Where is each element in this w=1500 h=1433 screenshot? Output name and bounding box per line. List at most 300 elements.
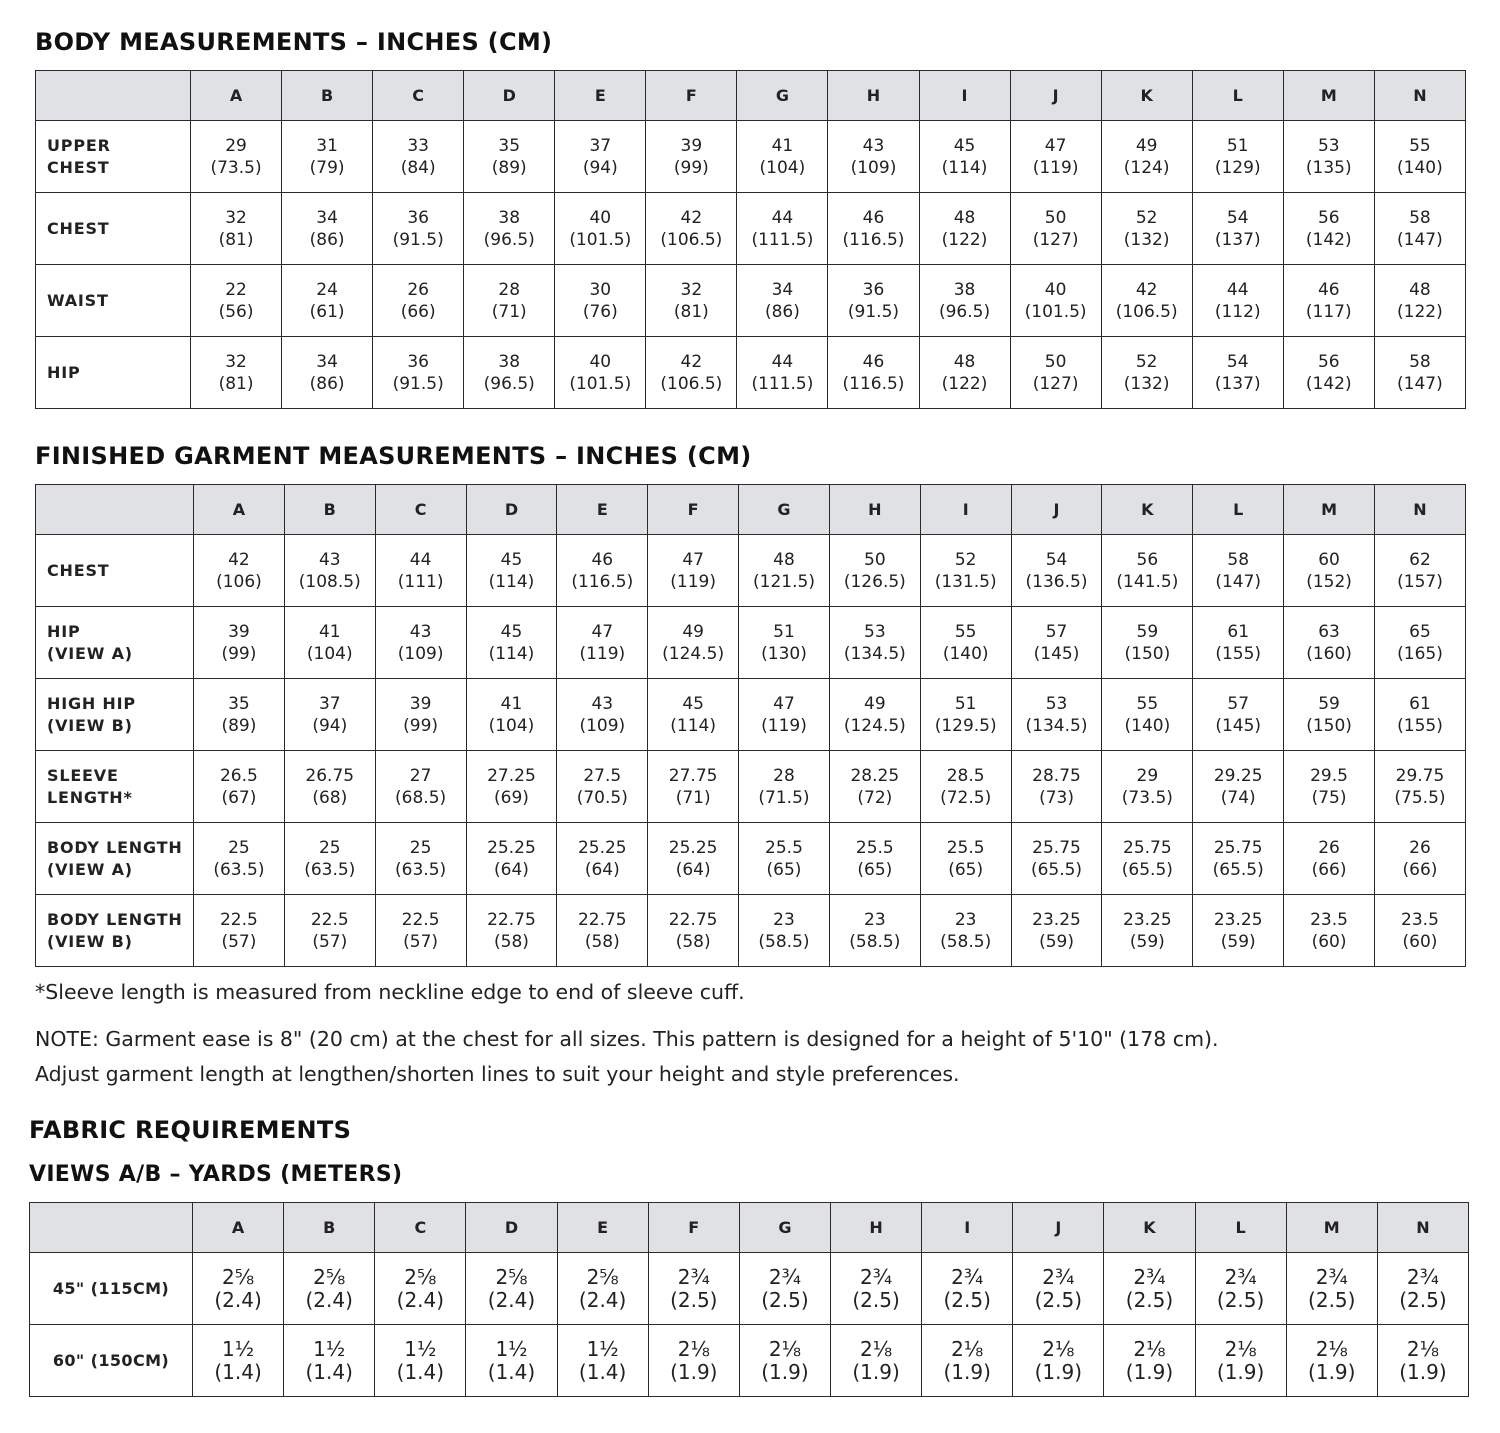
value-cell	[1284, 679, 1375, 751]
value-imperial: 36	[407, 207, 429, 228]
value-metric: (71)	[491, 301, 527, 322]
value-metric: (63.5)	[304, 859, 356, 880]
value-cell	[466, 679, 557, 751]
value-metric: (2.5)	[852, 1287, 900, 1312]
size-header-c: C	[375, 1203, 466, 1253]
row-label-line: BODY LENGTH	[47, 837, 183, 857]
value-metric: (101.5)	[569, 229, 632, 250]
value-cell	[464, 265, 555, 337]
value-metric: (96.5)	[938, 301, 991, 322]
size-header-i: I	[922, 1203, 1013, 1253]
value-metric: (111)	[397, 571, 444, 592]
size-header-a: A	[191, 71, 282, 121]
value-imperial: 54	[1226, 207, 1249, 228]
value-imperial: 36	[862, 279, 885, 300]
value-metric: (142)	[1305, 373, 1352, 394]
value-metric: (58)	[675, 931, 711, 952]
value-cell	[194, 895, 285, 967]
value-imperial: 25.25	[668, 837, 718, 858]
value-cell	[737, 265, 828, 337]
value-metric: (147)	[1215, 571, 1262, 592]
value-cell	[1374, 679, 1465, 751]
row-label-line: CHEST	[47, 157, 110, 177]
value-metric: (94)	[312, 715, 348, 736]
row-label-line: HIGH HIP	[47, 693, 136, 713]
value-metric: (72)	[857, 787, 893, 808]
corner-cell	[36, 485, 194, 535]
value-imperial: 28	[773, 765, 795, 786]
value-metric: (1.9)	[943, 1359, 991, 1384]
value-imperial: 22.75	[668, 909, 718, 930]
value-metric: (108.5)	[298, 571, 361, 592]
value-cell	[557, 823, 648, 895]
value-metric: (116.5)	[842, 373, 905, 394]
value-cell	[737, 337, 828, 409]
value-metric: (137)	[1214, 373, 1261, 394]
value-metric: (1.9)	[852, 1359, 900, 1384]
value-metric: (68)	[312, 787, 348, 808]
value-cell	[464, 337, 555, 409]
value-cell	[1193, 607, 1284, 679]
size-header-g: G	[739, 1203, 830, 1253]
value-imperial: 2⅝	[495, 1264, 528, 1289]
value-metric: (59)	[1220, 931, 1256, 952]
row-label	[36, 751, 194, 823]
value-metric: (155)	[1215, 643, 1262, 664]
value-cell	[466, 535, 557, 607]
value-cell	[1374, 895, 1465, 967]
value-cell	[648, 607, 739, 679]
value-cell	[648, 1325, 739, 1397]
row-label-line: WAIST	[47, 290, 109, 310]
value-cell	[1010, 121, 1101, 193]
value-metric: (121.5)	[753, 571, 815, 592]
value-imperial: 38	[953, 279, 976, 300]
size-header-i: I	[919, 71, 1010, 121]
value-metric: (122)	[941, 373, 988, 394]
value-cell	[919, 265, 1010, 337]
size-header-d: D	[466, 1203, 557, 1253]
row-label	[36, 193, 191, 265]
value-cell	[191, 265, 282, 337]
value-cell	[1104, 1253, 1195, 1325]
value-imperial: 52	[1135, 351, 1158, 372]
value-metric: (2.4)	[305, 1287, 353, 1312]
size-header-m: M	[1284, 485, 1375, 535]
size-header-j: J	[1013, 1203, 1104, 1253]
value-metric: (1.9)	[761, 1359, 809, 1384]
value-metric: (147)	[1397, 229, 1443, 250]
value-metric: (73.5)	[210, 157, 262, 178]
measurement-row	[30, 1325, 1469, 1397]
value-metric: (56)	[218, 301, 254, 322]
value-cell	[464, 121, 555, 193]
value-cell	[920, 679, 1011, 751]
value-metric: (155)	[1397, 715, 1443, 736]
value-cell	[1284, 823, 1375, 895]
value-metric: (65)	[766, 859, 802, 880]
value-metric: (2.5)	[761, 1287, 809, 1312]
value-imperial: 23.25	[1123, 909, 1172, 930]
value-imperial: 25.25	[577, 837, 627, 858]
value-imperial: 48	[773, 549, 795, 570]
value-cell	[1011, 607, 1102, 679]
value-cell	[1011, 895, 1102, 967]
sleeve-length-footnote: *Sleeve length is measured from neckline edge to end of sleeve cuff.	[35, 980, 745, 1004]
value-cell	[557, 535, 648, 607]
value-cell	[739, 1253, 830, 1325]
value-imperial: 58	[1227, 549, 1250, 570]
value-cell	[737, 193, 828, 265]
value-cell	[1283, 337, 1374, 409]
value-cell	[375, 535, 466, 607]
value-cell	[1013, 1325, 1104, 1397]
measurement-row	[36, 193, 1466, 265]
size-header-g: G	[739, 485, 830, 535]
value-imperial: 2¾	[768, 1264, 801, 1289]
value-cell	[920, 823, 1011, 895]
value-metric: (122)	[1397, 301, 1443, 322]
value-metric: (129.5)	[934, 715, 997, 736]
value-metric: (63.5)	[395, 859, 447, 880]
row-label	[30, 1325, 193, 1397]
size-header-k: K	[1104, 1203, 1195, 1253]
value-metric: (109)	[579, 715, 626, 736]
size-header-n: N	[1377, 1203, 1468, 1253]
value-imperial: 26	[1318, 837, 1340, 858]
value-cell	[828, 193, 919, 265]
row-label-line: SLEEVE	[47, 765, 119, 785]
value-metric: (57)	[403, 931, 439, 952]
value-metric: (96.5)	[483, 373, 535, 394]
value-imperial: 37	[589, 135, 612, 156]
value-cell	[191, 193, 282, 265]
value-metric: (2.5)	[1308, 1287, 1356, 1312]
ease-note-line-1: NOTE: Garment ease is 8" (20 cm) at the chest for all sizes. This pattern is designed for a height of 5'10" (178 cm).	[35, 1027, 1219, 1051]
value-imperial: 55	[1136, 693, 1159, 714]
value-metric: (2.5)	[1034, 1287, 1083, 1312]
value-imperial: 47	[773, 693, 795, 714]
value-imperial: 26.75	[305, 765, 355, 786]
value-metric: (81)	[218, 373, 254, 394]
value-metric: (101.5)	[569, 373, 632, 394]
value-cell	[1193, 679, 1284, 751]
value-cell	[1284, 607, 1375, 679]
value-metric: (106.5)	[660, 229, 723, 250]
value-cell	[555, 121, 646, 193]
value-imperial: 62	[1409, 549, 1431, 570]
value-cell	[1102, 823, 1193, 895]
value-metric: (141.5)	[1116, 571, 1179, 592]
value-metric: (129)	[1214, 157, 1261, 178]
value-metric: (131.5)	[934, 571, 997, 592]
value-cell	[739, 1325, 830, 1397]
size-header-d: D	[466, 485, 557, 535]
value-cell	[557, 751, 648, 823]
value-imperial: 23	[954, 909, 977, 930]
value-cell	[284, 823, 375, 895]
value-imperial: 22.5	[310, 909, 349, 930]
value-metric: (72.5)	[940, 787, 992, 808]
value-cell	[375, 679, 466, 751]
value-metric: (81)	[673, 301, 709, 322]
value-cell	[1286, 1253, 1377, 1325]
value-cell	[1192, 337, 1283, 409]
value-metric: (84)	[400, 157, 436, 178]
size-header-h: H	[829, 485, 920, 535]
value-cell	[648, 751, 739, 823]
value-imperial: 2⅝	[222, 1264, 255, 1289]
size-header-b: B	[282, 71, 373, 121]
value-cell	[375, 1325, 466, 1397]
value-cell	[829, 607, 920, 679]
value-imperial: 2⅛	[768, 1336, 801, 1361]
value-metric: (65.5)	[1121, 859, 1173, 880]
value-imperial: 47	[1044, 135, 1067, 156]
value-imperial: 2⅝	[586, 1264, 619, 1289]
value-metric: (104)	[488, 715, 535, 736]
value-imperial: 2⅝	[313, 1264, 346, 1289]
value-metric: (147)	[1397, 373, 1443, 394]
value-imperial: 28.5	[946, 765, 985, 786]
value-imperial: 56	[1317, 207, 1340, 228]
row-label-line: LENGTH*	[47, 787, 133, 807]
value-cell	[375, 1253, 466, 1325]
value-imperial: 56	[1136, 549, 1159, 570]
value-imperial: 54	[1226, 351, 1249, 372]
value-metric: (63.5)	[213, 859, 265, 880]
value-cell	[1011, 823, 1102, 895]
value-cell	[919, 337, 1010, 409]
value-metric: (137)	[1214, 229, 1261, 250]
row-label	[30, 1253, 193, 1325]
value-imperial: 52	[1135, 207, 1158, 228]
value-imperial: 39	[680, 135, 703, 156]
value-cell	[1010, 337, 1101, 409]
value-imperial: 39	[228, 621, 250, 642]
value-cell	[920, 607, 1011, 679]
value-imperial: 40	[1044, 279, 1067, 300]
value-metric: (1.9)	[1125, 1359, 1174, 1384]
value-imperial: 49	[682, 621, 704, 642]
value-cell	[1192, 121, 1283, 193]
value-metric: (60)	[1402, 931, 1438, 952]
row-label-line: BODY LENGTH	[47, 909, 183, 929]
value-metric: (122)	[941, 229, 988, 250]
row-label	[36, 679, 194, 751]
value-cell	[194, 679, 285, 751]
value-cell	[373, 265, 464, 337]
value-imperial: 48	[1409, 279, 1431, 300]
value-imperial: 45	[500, 621, 523, 642]
fabric-requirements-title: FABRIC REQUIREMENTS	[29, 1116, 352, 1144]
value-imperial: 40	[589, 351, 612, 372]
value-imperial: 29.5	[1310, 765, 1348, 786]
value-metric: (94)	[582, 157, 618, 178]
value-cell	[1286, 1325, 1377, 1397]
value-imperial: 55	[954, 621, 977, 642]
value-metric: (71.5)	[758, 787, 810, 808]
value-metric: (1.4)	[305, 1359, 353, 1384]
value-metric: (1.9)	[1216, 1359, 1265, 1384]
value-imperial: 36	[407, 351, 429, 372]
value-cell	[1377, 1253, 1468, 1325]
value-cell	[193, 1325, 284, 1397]
size-header-d: D	[464, 71, 555, 121]
value-imperial: 42	[1135, 279, 1158, 300]
value-metric: (2.5)	[1216, 1287, 1265, 1312]
value-imperial: 56	[1317, 351, 1340, 372]
value-cell	[1102, 535, 1193, 607]
value-metric: (75.5)	[1394, 787, 1446, 808]
value-metric: (106.5)	[660, 373, 723, 394]
value-imperial: 58	[1409, 207, 1431, 228]
value-cell	[1195, 1253, 1286, 1325]
value-metric: (57)	[221, 931, 257, 952]
value-cell	[1102, 895, 1193, 967]
size-header-f: F	[648, 1203, 739, 1253]
row-label-line: 60" (150CM)	[52, 1350, 170, 1370]
value-metric: (1.4)	[396, 1359, 445, 1384]
value-imperial: 2⅛	[951, 1336, 984, 1361]
value-metric: (86)	[309, 229, 345, 250]
value-cell	[1011, 751, 1102, 823]
size-header-l: L	[1193, 485, 1284, 535]
value-imperial: 29.25	[1213, 765, 1263, 786]
value-imperial: 22	[225, 279, 247, 300]
value-metric: (109)	[850, 157, 897, 178]
value-imperial: 49	[1135, 135, 1158, 156]
value-metric: (114)	[488, 643, 535, 664]
value-imperial: 22.75	[577, 909, 627, 930]
value-cell	[193, 1253, 284, 1325]
value-cell	[646, 337, 737, 409]
value-cell	[1284, 751, 1375, 823]
value-metric: (165)	[1397, 643, 1443, 664]
value-cell	[373, 337, 464, 409]
value-metric: (99)	[673, 157, 709, 178]
value-metric: (104)	[759, 157, 806, 178]
value-metric: (61)	[309, 301, 345, 322]
value-metric: (117)	[1305, 301, 1352, 322]
value-cell	[737, 121, 828, 193]
value-metric: (73)	[1039, 787, 1074, 808]
value-imperial: 63	[1318, 621, 1340, 642]
value-cell	[555, 193, 646, 265]
value-metric: (76)	[582, 301, 618, 322]
row-label-line: 45" (115CM)	[52, 1278, 170, 1298]
value-imperial: 35	[498, 135, 521, 156]
value-metric: (160)	[1306, 643, 1352, 664]
value-cell	[557, 1325, 648, 1397]
row-label-line: CHEST	[47, 218, 110, 238]
value-cell	[922, 1253, 1013, 1325]
value-cell	[1374, 823, 1465, 895]
value-imperial: 49	[864, 693, 886, 714]
fabric-requirements-table	[29, 1202, 1469, 1397]
value-metric: (106.5)	[1115, 301, 1178, 322]
size-header-b: B	[284, 1203, 375, 1253]
row-label	[36, 121, 191, 193]
value-imperial: 41	[318, 621, 341, 642]
value-metric: (112)	[1214, 301, 1261, 322]
value-metric: (58)	[494, 931, 529, 952]
value-imperial: 2⅛	[1315, 1336, 1348, 1361]
value-metric: (86)	[309, 373, 345, 394]
value-imperial: 47	[682, 549, 704, 570]
value-cell	[739, 895, 830, 967]
value-imperial: 2¾	[1406, 1264, 1439, 1289]
value-metric: (1.9)	[1308, 1359, 1356, 1384]
value-metric: (119)	[579, 643, 626, 664]
value-imperial: 50	[864, 549, 886, 570]
value-imperial: 1½	[495, 1336, 528, 1361]
value-cell	[739, 823, 830, 895]
value-metric: (135)	[1305, 157, 1352, 178]
value-imperial: 46	[862, 351, 885, 372]
value-metric: (119)	[1032, 157, 1079, 178]
value-imperial: 2¾	[1315, 1264, 1348, 1289]
value-imperial: 26	[1409, 837, 1431, 858]
measurement-row	[36, 823, 1466, 895]
value-metric: (114)	[941, 157, 988, 178]
value-imperial: 39	[409, 693, 432, 714]
value-cell	[282, 337, 373, 409]
fabric-requirements-subtitle: VIEWS A/B – YARDS (METERS)	[29, 1162, 403, 1187]
value-cell	[919, 121, 1010, 193]
value-imperial: 23	[864, 909, 886, 930]
value-metric: (75)	[1311, 787, 1347, 808]
value-cell	[1010, 265, 1101, 337]
measurement-row	[36, 751, 1466, 823]
value-imperial: 37	[318, 693, 341, 714]
value-imperial: 45	[500, 549, 523, 570]
value-metric: (2.4)	[578, 1287, 627, 1312]
value-metric: (99)	[221, 643, 257, 664]
value-cell	[739, 607, 830, 679]
row-label-line: HIP	[47, 362, 81, 382]
value-cell	[646, 193, 737, 265]
size-header-j: J	[1010, 71, 1101, 121]
value-imperial: 58	[1409, 351, 1431, 372]
value-cell	[466, 1325, 557, 1397]
value-imperial: 2¾	[1224, 1264, 1257, 1289]
row-label	[36, 535, 194, 607]
value-cell	[557, 895, 648, 967]
value-cell	[282, 121, 373, 193]
value-metric: (134.5)	[1025, 715, 1088, 736]
value-imperial: 23.5	[1401, 909, 1439, 930]
value-imperial: 57	[1227, 693, 1250, 714]
value-imperial: 32	[225, 207, 247, 228]
value-cell	[194, 823, 285, 895]
value-metric: (150)	[1306, 715, 1352, 736]
value-imperial: 24	[316, 279, 338, 300]
value-cell	[466, 895, 557, 967]
ease-note-line-2: Adjust garment length at lengthen/shorten lines to suit your height and style preferences.	[35, 1062, 960, 1086]
value-metric: (127)	[1032, 229, 1079, 250]
value-imperial: 43	[862, 135, 885, 156]
value-imperial: 25.75	[1213, 837, 1263, 858]
value-metric: (64)	[494, 859, 529, 880]
value-metric: (79)	[309, 157, 345, 178]
value-imperial: 30	[589, 279, 612, 300]
value-imperial: 27	[409, 765, 432, 786]
value-imperial: 29	[1136, 765, 1159, 786]
value-metric: (116.5)	[571, 571, 634, 592]
value-imperial: 2¾	[1133, 1264, 1166, 1289]
value-imperial: 44	[409, 549, 432, 570]
